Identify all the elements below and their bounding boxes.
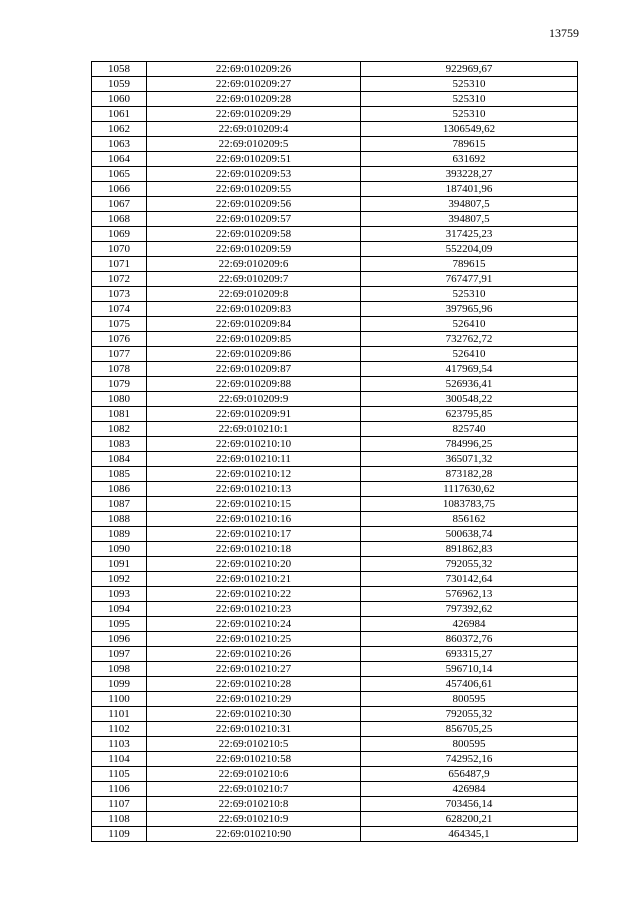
- table-row: [92, 167, 578, 182]
- table-row: [92, 632, 578, 647]
- cadastral-number-cell: 22:69:010209:85: [147, 332, 361, 347]
- cadastral-value-cell: 767477,91: [361, 272, 578, 287]
- table-row: [92, 362, 578, 377]
- cadastral-number-cell: 22:69:010210:29: [147, 692, 361, 707]
- cadastral-number-cell: 22:69:010210:9: [147, 812, 361, 827]
- cadastral-value-cell: 856705,25: [361, 722, 578, 737]
- cadastral-value-cell: 631692: [361, 152, 578, 167]
- cadastral-value-cell: 417969,54: [361, 362, 578, 377]
- page-number: 13759: [549, 26, 579, 40]
- cadastral-number-cell: 22:69:010209:26: [147, 62, 361, 77]
- row-number-cell: 1097: [92, 647, 147, 662]
- cadastral-number-cell: 22:69:010209:87: [147, 362, 361, 377]
- cadastral-value-cell: 365071,32: [361, 452, 578, 467]
- row-number-cell: 1062: [92, 122, 147, 137]
- row-number-cell: 1063: [92, 137, 147, 152]
- cadastral-number-cell: 22:69:010209:59: [147, 242, 361, 257]
- cadastral-value-cell: 525310: [361, 92, 578, 107]
- cadastral-number-cell: 22:69:010210:24: [147, 617, 361, 632]
- table-row: [92, 92, 578, 107]
- cadastral-value-cell: 317425,23: [361, 227, 578, 242]
- cadastral-value-cell: 426984: [361, 782, 578, 797]
- cadastral-value-cell: 1083783,75: [361, 497, 578, 512]
- cadastral-number-cell: 22:69:010209:91: [147, 407, 361, 422]
- table-row: [92, 752, 578, 767]
- cadastral-number-cell: 22:69:010210:17: [147, 527, 361, 542]
- cadastral-value-cell: 526936,41: [361, 377, 578, 392]
- cadastral-value-cell: 397965,96: [361, 302, 578, 317]
- cadastral-number-cell: 22:69:010209:55: [147, 182, 361, 197]
- table-row: [92, 482, 578, 497]
- table-row: [92, 242, 578, 257]
- cadastral-number-cell: 22:69:010210:21: [147, 572, 361, 587]
- row-number-cell: 1065: [92, 167, 147, 182]
- cadastral-number-cell: 22:69:010210:16: [147, 512, 361, 527]
- cadastral-number-cell: 22:69:010210:7: [147, 782, 361, 797]
- table-row: [92, 602, 578, 617]
- row-number-cell: 1084: [92, 452, 147, 467]
- cadastral-number-cell: 22:69:010210:27: [147, 662, 361, 677]
- cadastral-number-cell: 22:69:010209:7: [147, 272, 361, 287]
- table-row: [92, 212, 578, 227]
- table-row: [92, 572, 578, 587]
- cadastral-value-cell: 825740: [361, 422, 578, 437]
- row-number-cell: 1074: [92, 302, 147, 317]
- table-row: [92, 647, 578, 662]
- cadastral-value-cell: 860372,76: [361, 632, 578, 647]
- table-row: [92, 737, 578, 752]
- table-row: [92, 437, 578, 452]
- cadastral-number-cell: 22:69:010210:5: [147, 737, 361, 752]
- cadastral-number-cell: 22:69:010210:13: [147, 482, 361, 497]
- row-number-cell: 1073: [92, 287, 147, 302]
- cadastral-number-cell: 22:69:010209:56: [147, 197, 361, 212]
- cadastral-value-cell: 525310: [361, 77, 578, 92]
- cadastral-number-cell: 22:69:010209:5: [147, 137, 361, 152]
- cadastral-value-cell: 525310: [361, 287, 578, 302]
- cadastral-value-cell: 891862,83: [361, 542, 578, 557]
- row-number-cell: 1069: [92, 227, 147, 242]
- row-number-cell: 1077: [92, 347, 147, 362]
- row-number-cell: 1064: [92, 152, 147, 167]
- table-row: [92, 392, 578, 407]
- cadastral-number-cell: 22:69:010210:90: [147, 827, 361, 842]
- row-number-cell: 1059: [92, 77, 147, 92]
- cadastral-value-cell: 1306549,62: [361, 122, 578, 137]
- cadastral-value-cell: 300548,22: [361, 392, 578, 407]
- cadastral-number-cell: 22:69:010209:27: [147, 77, 361, 92]
- table-body: [92, 62, 578, 842]
- cadastral-number-cell: 22:69:010210:8: [147, 797, 361, 812]
- row-number-cell: 1086: [92, 482, 147, 497]
- row-number-cell: 1067: [92, 197, 147, 212]
- cadastral-value-cell: 596710,14: [361, 662, 578, 677]
- row-number-cell: 1101: [92, 707, 147, 722]
- cadastral-number-cell: 22:69:010209:6: [147, 257, 361, 272]
- cadastral-number-cell: 22:69:010210:10: [147, 437, 361, 452]
- cadastral-number-cell: 22:69:010209:86: [147, 347, 361, 362]
- table-row: [92, 182, 578, 197]
- cadastral-value-cell: 628200,21: [361, 812, 578, 827]
- table-row: [92, 587, 578, 602]
- row-number-cell: 1109: [92, 827, 147, 842]
- cadastral-value-cell: 797392,62: [361, 602, 578, 617]
- row-number-cell: 1068: [92, 212, 147, 227]
- cadastral-value-cell: 526410: [361, 347, 578, 362]
- row-number-cell: 1106: [92, 782, 147, 797]
- cadastral-value-cell: 656487,9: [361, 767, 578, 782]
- cadastral-number-cell: 22:69:010210:11: [147, 452, 361, 467]
- cadastral-value-cell: 426984: [361, 617, 578, 632]
- table-row: [92, 107, 578, 122]
- row-number-cell: 1081: [92, 407, 147, 422]
- row-number-cell: 1091: [92, 557, 147, 572]
- row-number-cell: 1092: [92, 572, 147, 587]
- cadastral-number-cell: 22:69:010210:25: [147, 632, 361, 647]
- row-number-cell: 1087: [92, 497, 147, 512]
- cadastral-value-cell: 800595: [361, 737, 578, 752]
- row-number-cell: 1104: [92, 752, 147, 767]
- cadastral-value-cell: 792055,32: [361, 557, 578, 572]
- table-row: [92, 662, 578, 677]
- cadastral-number-cell: 22:69:010209:51: [147, 152, 361, 167]
- cadastral-value-cell: 784996,25: [361, 437, 578, 452]
- row-number-cell: 1095: [92, 617, 147, 632]
- cadastral-value-cell: 576962,13: [361, 587, 578, 602]
- cadastral-value-cell: 552204,09: [361, 242, 578, 257]
- table-row: [92, 557, 578, 572]
- table-row: [92, 62, 578, 77]
- table-row: [92, 527, 578, 542]
- row-number-cell: 1105: [92, 767, 147, 782]
- table-row: [92, 227, 578, 242]
- cadastral-value-cell: 792055,32: [361, 707, 578, 722]
- table-row: [92, 722, 578, 737]
- cadastral-number-cell: 22:69:010210:23: [147, 602, 361, 617]
- table-row: [92, 332, 578, 347]
- row-number-cell: 1071: [92, 257, 147, 272]
- row-number-cell: 1083: [92, 437, 147, 452]
- row-number-cell: 1080: [92, 392, 147, 407]
- cadastral-value-cell: 464345,1: [361, 827, 578, 842]
- cadastral-value-cell: 693315,27: [361, 647, 578, 662]
- cadastral-value-cell: 730142,64: [361, 572, 578, 587]
- cadastral-number-cell: 22:69:010209:57: [147, 212, 361, 227]
- row-number-cell: 1076: [92, 332, 147, 347]
- row-number-cell: 1098: [92, 662, 147, 677]
- cadastral-value-cell: 789615: [361, 257, 578, 272]
- cadastral-number-cell: 22:69:010210:12: [147, 467, 361, 482]
- cadastral-number-cell: 22:69:010210:1: [147, 422, 361, 437]
- row-number-cell: 1075: [92, 317, 147, 332]
- table-row: [92, 692, 578, 707]
- cadastral-number-cell: 22:69:010209:53: [147, 167, 361, 182]
- table-row: [92, 137, 578, 152]
- table-row: [92, 467, 578, 482]
- cadastral-number-cell: 22:69:010209:29: [147, 107, 361, 122]
- table-row: [92, 152, 578, 167]
- table-row: [92, 287, 578, 302]
- cadastral-number-cell: 22:69:010210:26: [147, 647, 361, 662]
- cadastral-value-cell: 922969,67: [361, 62, 578, 77]
- table-row: [92, 122, 578, 137]
- row-number-cell: 1099: [92, 677, 147, 692]
- table-row: [92, 827, 578, 842]
- row-number-cell: 1089: [92, 527, 147, 542]
- cadastral-number-cell: 22:69:010209:83: [147, 302, 361, 317]
- row-number-cell: 1078: [92, 362, 147, 377]
- row-number-cell: 1079: [92, 377, 147, 392]
- table-row: [92, 797, 578, 812]
- table-row: [92, 497, 578, 512]
- cadastral-value-cell: 800595: [361, 692, 578, 707]
- row-number-cell: 1100: [92, 692, 147, 707]
- cadastral-value-cell: 742952,16: [361, 752, 578, 767]
- cadastral-value-cell: 526410: [361, 317, 578, 332]
- table-row: [92, 812, 578, 827]
- row-number-cell: 1103: [92, 737, 147, 752]
- cadastral-value-cell: 393228,27: [361, 167, 578, 182]
- cadastral-value-cell: 457406,61: [361, 677, 578, 692]
- cadastral-number-cell: 22:69:010210:58: [147, 752, 361, 767]
- row-number-cell: 1094: [92, 602, 147, 617]
- row-number-cell: 1066: [92, 182, 147, 197]
- cadastral-value-cell: 732762,72: [361, 332, 578, 347]
- cadastral-value-cell: 394807,5: [361, 197, 578, 212]
- cadastral-value-cell: 789615: [361, 137, 578, 152]
- row-number-cell: 1060: [92, 92, 147, 107]
- cadastral-number-cell: 22:69:010210:30: [147, 707, 361, 722]
- row-number-cell: 1061: [92, 107, 147, 122]
- cadastral-value-cell: 703456,14: [361, 797, 578, 812]
- cadastral-value-cell: 187401,96: [361, 182, 578, 197]
- cadastral-number-cell: 22:69:010210:18: [147, 542, 361, 557]
- table-row: [92, 257, 578, 272]
- cadastral-value-cell: 873182,28: [361, 467, 578, 482]
- row-number-cell: 1096: [92, 632, 147, 647]
- cadastral-value-cell: 856162: [361, 512, 578, 527]
- table-row: [92, 302, 578, 317]
- cadastral-value-cell: 500638,74: [361, 527, 578, 542]
- cadastral-number-cell: 22:69:010209:8: [147, 287, 361, 302]
- row-number-cell: 1102: [92, 722, 147, 737]
- table-row: [92, 707, 578, 722]
- cadastral-number-cell: 22:69:010210:15: [147, 497, 361, 512]
- row-number-cell: 1093: [92, 587, 147, 602]
- cadastral-number-cell: 22:69:010209:4: [147, 122, 361, 137]
- row-number-cell: 1088: [92, 512, 147, 527]
- cadastral-number-cell: 22:69:010210:22: [147, 587, 361, 602]
- table-row: [92, 512, 578, 527]
- cadastral-value-cell: 623795,85: [361, 407, 578, 422]
- cadastral-value-cell: 1117630,62: [361, 482, 578, 497]
- row-number-cell: 1090: [92, 542, 147, 557]
- cadastral-number-cell: 22:69:010210:6: [147, 767, 361, 782]
- cadastral-number-cell: 22:69:010209:84: [147, 317, 361, 332]
- table-row: [92, 347, 578, 362]
- cadastral-value-table: [91, 61, 578, 842]
- table-row: [92, 542, 578, 557]
- cadastral-number-cell: 22:69:010209:58: [147, 227, 361, 242]
- table-row: [92, 272, 578, 287]
- table-row: [92, 197, 578, 212]
- row-number-cell: 1072: [92, 272, 147, 287]
- cadastral-number-cell: 22:69:010209:88: [147, 377, 361, 392]
- table-row: [92, 452, 578, 467]
- row-number-cell: 1082: [92, 422, 147, 437]
- table-row: [92, 677, 578, 692]
- cadastral-value-cell: 394807,5: [361, 212, 578, 227]
- row-number-cell: 1108: [92, 812, 147, 827]
- table-row: [92, 317, 578, 332]
- table-row: [92, 767, 578, 782]
- row-number-cell: 1070: [92, 242, 147, 257]
- cadastral-number-cell: 22:69:010209:9: [147, 392, 361, 407]
- table-row: [92, 422, 578, 437]
- row-number-cell: 1085: [92, 467, 147, 482]
- cadastral-number-cell: 22:69:010210:31: [147, 722, 361, 737]
- table-row: [92, 77, 578, 92]
- table-row: [92, 377, 578, 392]
- row-number-cell: 1058: [92, 62, 147, 77]
- table-row: [92, 782, 578, 797]
- table-row: [92, 407, 578, 422]
- cadastral-number-cell: 22:69:010210:28: [147, 677, 361, 692]
- row-number-cell: 1107: [92, 797, 147, 812]
- cadastral-number-cell: 22:69:010210:20: [147, 557, 361, 572]
- table-row: [92, 617, 578, 632]
- cadastral-value-cell: 525310: [361, 107, 578, 122]
- cadastral-number-cell: 22:69:010209:28: [147, 92, 361, 107]
